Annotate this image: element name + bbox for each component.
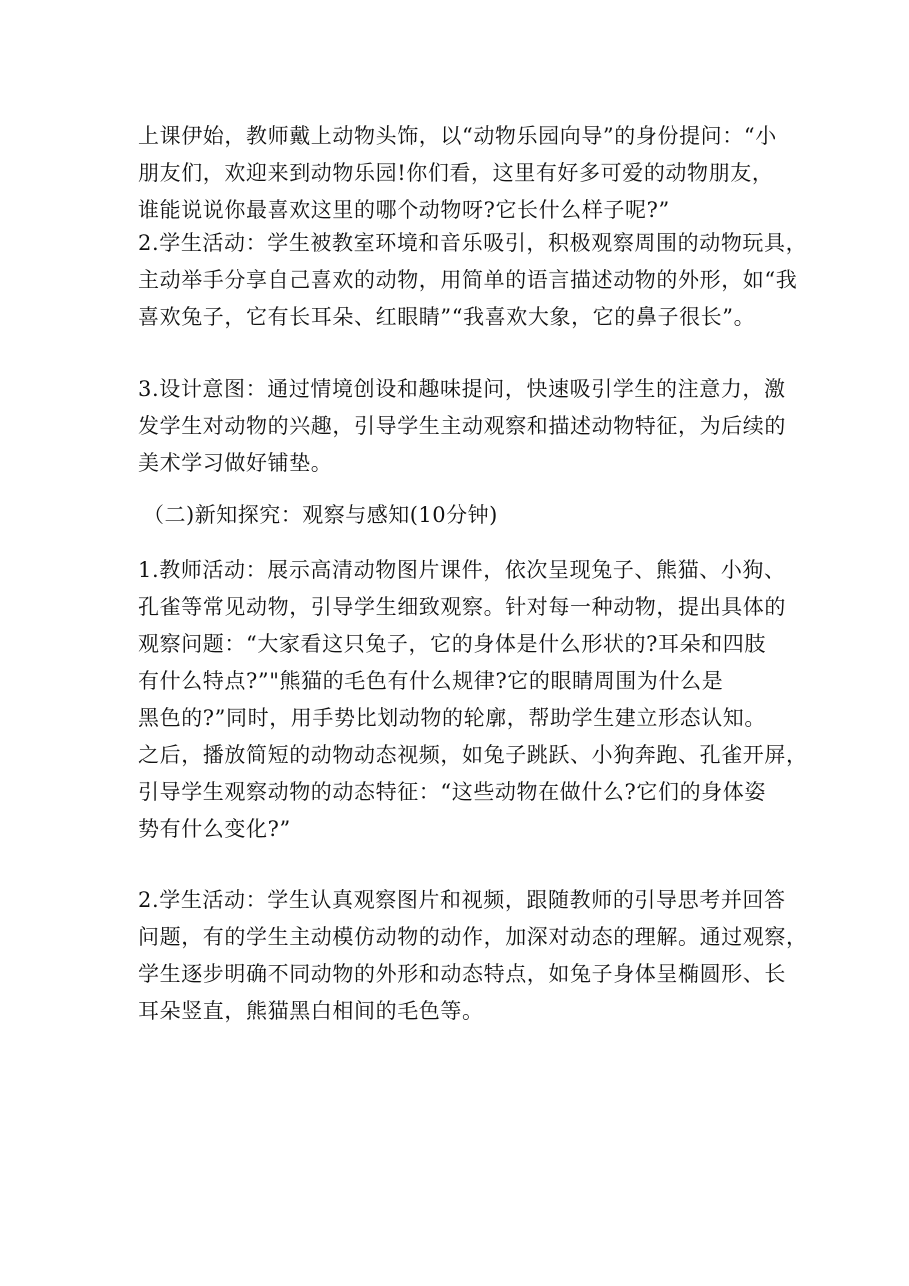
text-line: 黑色的?”同时，用手势比划动物的轮廓，帮助学生建立形态认知。 bbox=[138, 706, 766, 730]
text-line: 观察问题：“大家看这只兔子，它的身体是什么形状的?耳朵和四肢 bbox=[138, 632, 766, 656]
student-activity-paragraph bbox=[138, 225, 808, 336]
text-line: 引导学生观察动物的动态特征：“这些动物在做什么?它们的身体姿 bbox=[138, 780, 766, 804]
student-activity-2-paragraph bbox=[138, 882, 808, 1030]
intro-paragraph bbox=[138, 118, 778, 229]
text-line: 势有什么变化?” bbox=[138, 817, 291, 841]
teacher-activity-paragraph bbox=[138, 552, 808, 848]
text-line: 朋友们，欢迎来到动物乐园!你们看，这里有好多可爱的动物朋友， bbox=[138, 161, 774, 185]
text-line: 美术学习做好铺垫。 bbox=[138, 451, 333, 475]
text-line: 2.学生活动：学生认真观察图片和视频，跟随教师的引导思考并回答 bbox=[138, 888, 786, 912]
text-line: 孔雀等常见动物，引导学生细致观察。针对每一种动物，提出具体的 bbox=[138, 595, 786, 619]
text-line: 发学生对动物的兴趣，引导学生主动观察和描述动物特征，为后续的 bbox=[138, 414, 786, 438]
text-line: 3.设计意图：通过情境创设和趣味提问，快速吸引学生的注意力，激 bbox=[138, 377, 786, 401]
text-line: 耳朵竖直，熊猫黑白相间的毛色等。 bbox=[138, 999, 484, 1023]
text-line: 上课伊始，教师戴上动物头饰，以“动物乐园向导”的身份提问：“小 bbox=[138, 124, 777, 148]
text-line: 1.教师活动：展示高清动物图片课件，依次呈现兔子、熊猫、小狗、 bbox=[138, 558, 786, 582]
text-line: 问题，有的学生主动模仿动物的动作，加深对动态的理解。通过观察， bbox=[138, 925, 808, 949]
text-line: 之后，播放简短的动物动态视频，如兔子跳跃、小狗奔跑、孔雀开屏， bbox=[138, 743, 808, 767]
text-line: 学生逐步明确不同动物的外形和动态特点，如兔子身体呈椭圆形、长 bbox=[138, 962, 786, 986]
text-line: 有什么特点?”"熊猫的毛色有什么规律?它的眼睛周围为什么是 bbox=[138, 669, 724, 693]
text-line: 谁能说说你最喜欢这里的哪个动物呀?它长什么样子呢?” bbox=[138, 198, 670, 222]
text-line: 2.学生活动：学生被教室环境和音乐吸引，积极观察周围的动物玩具， bbox=[138, 231, 808, 255]
text-line: 主动举手分享自己喜欢的动物，用简单的语言描述动物的外形，如“我 bbox=[138, 268, 798, 292]
text-line: 喜欢兔子，它有长耳朵、红眼睛”“我喜欢大象，它的鼻子很长”。 bbox=[138, 305, 756, 329]
section-heading: （二)新知探究：观察与感知(10分钟) bbox=[143, 503, 498, 527]
design-intent-paragraph bbox=[138, 371, 786, 482]
